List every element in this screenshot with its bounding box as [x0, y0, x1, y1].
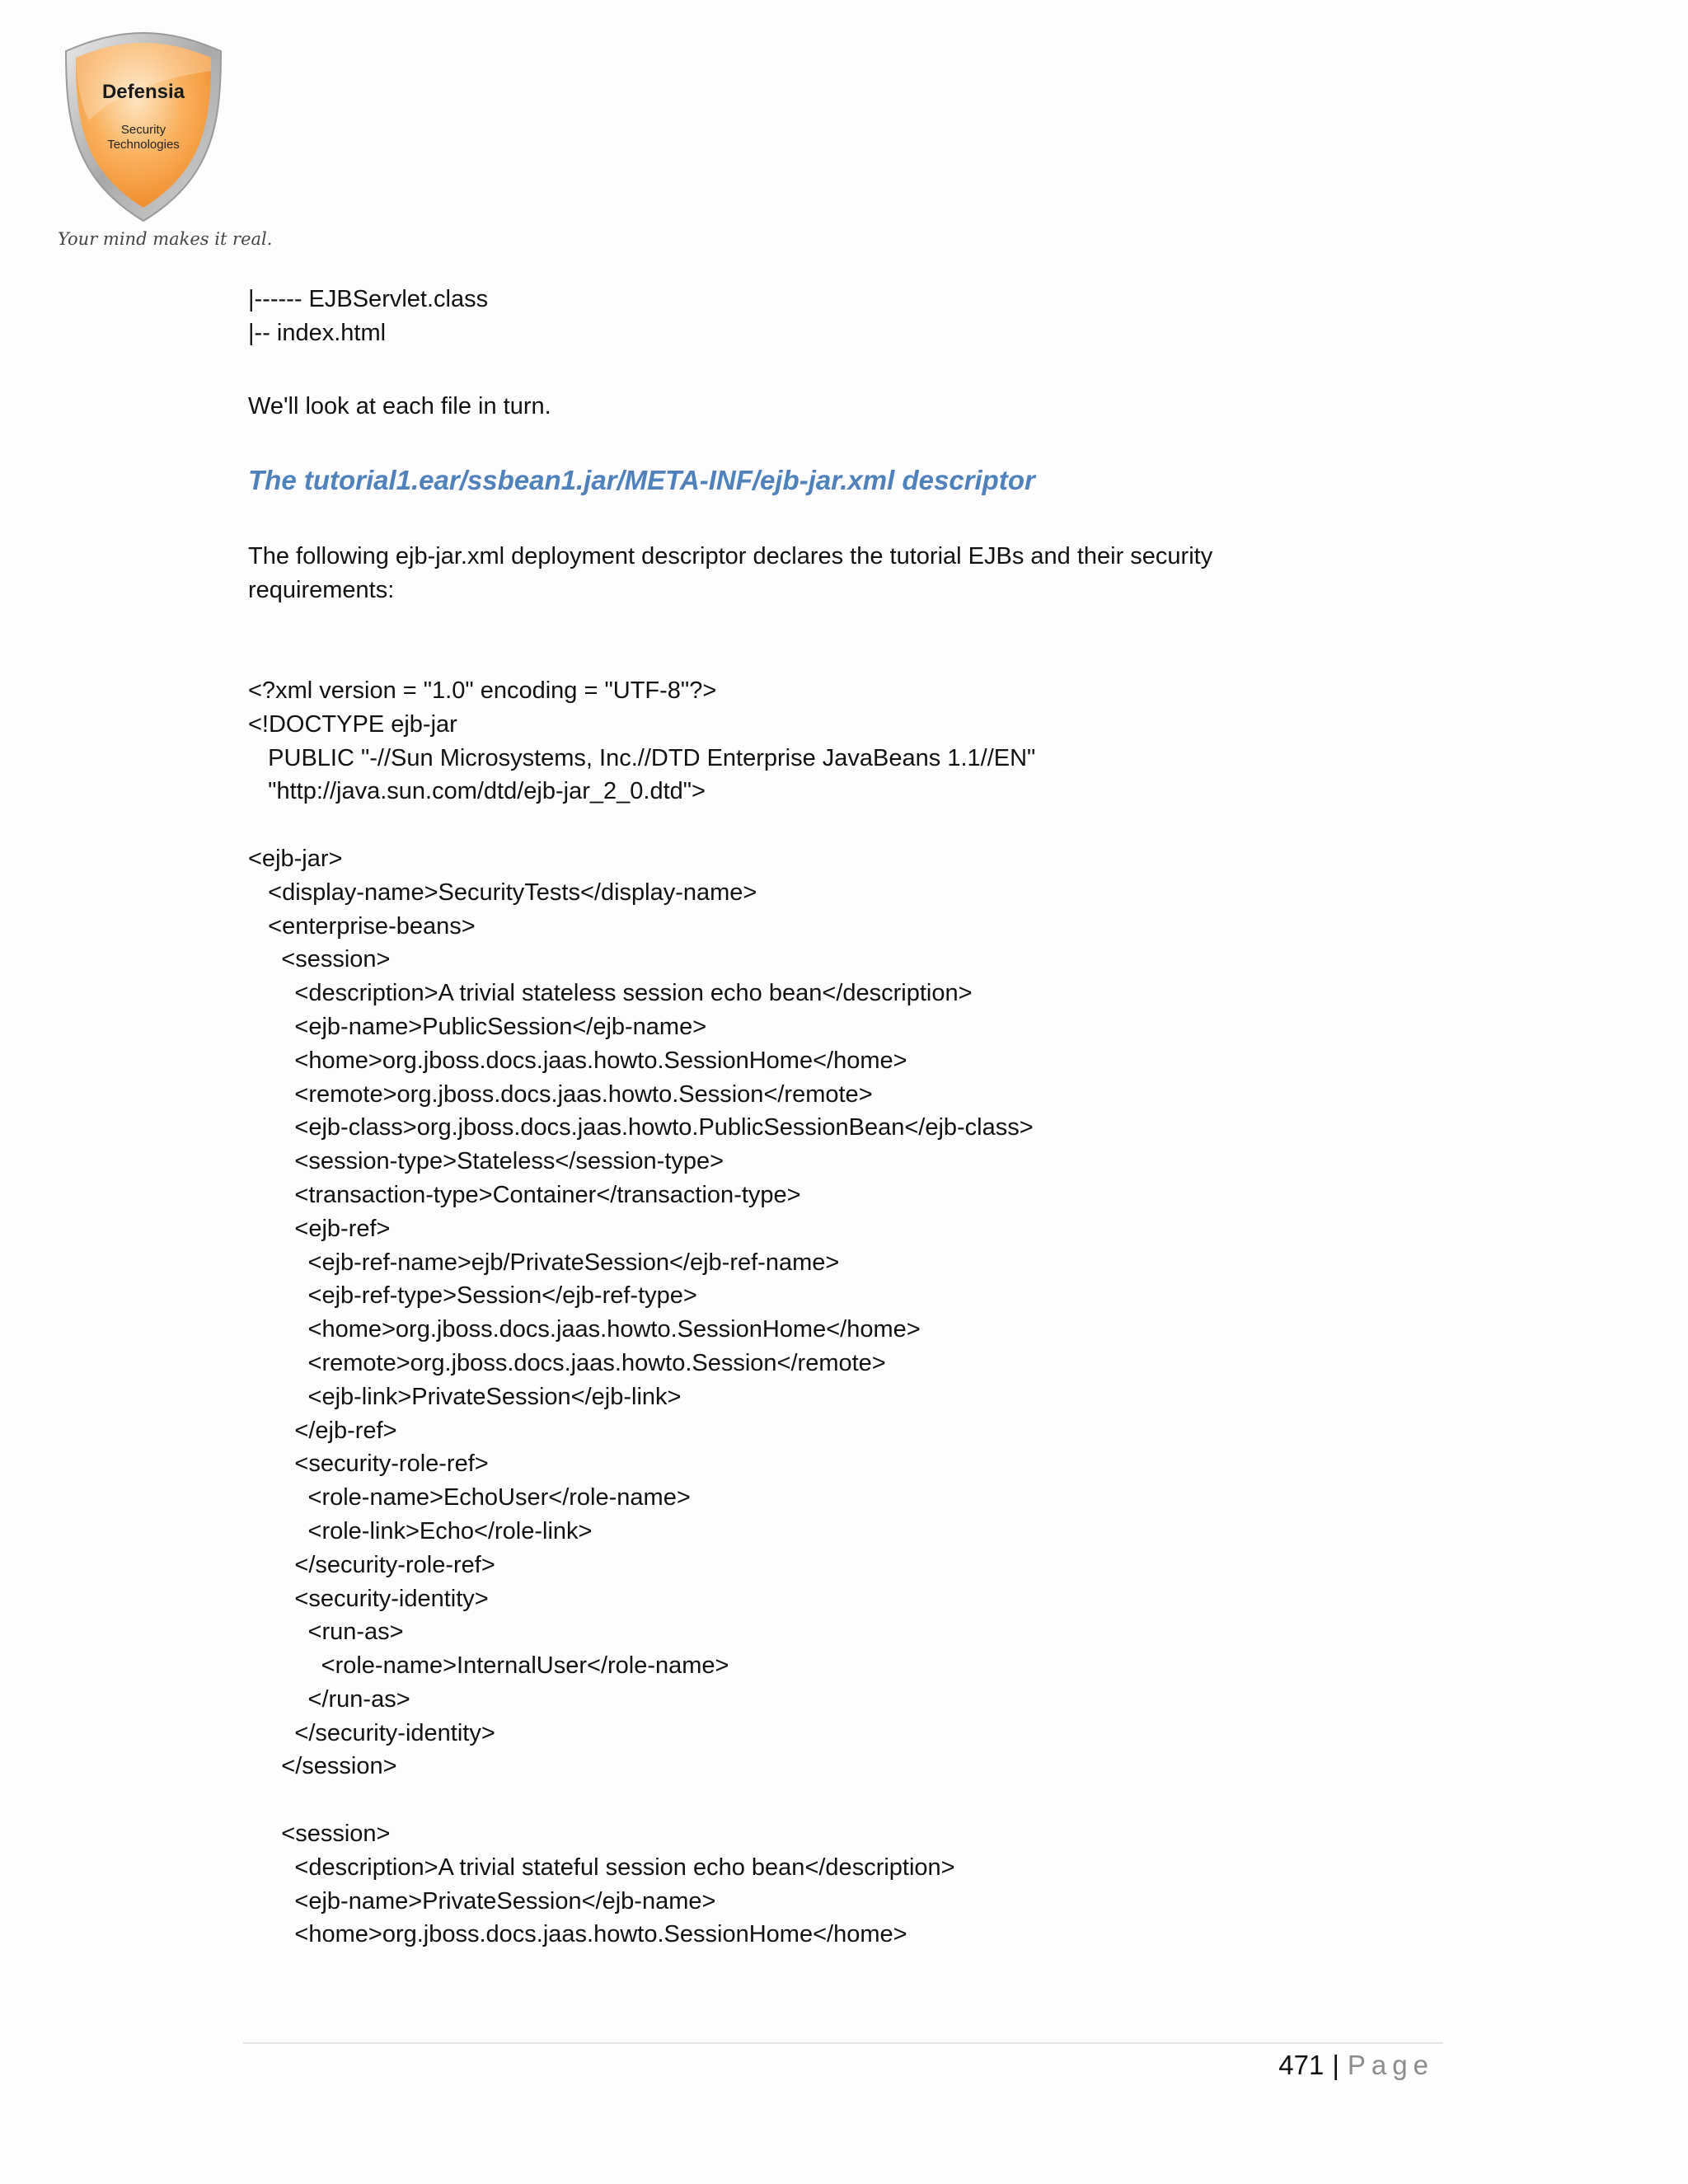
code-line: <session-type>Stateless</session-type> [248, 1148, 724, 1175]
page-content [248, 283, 1435, 1952]
code-line: <display-name>SecurityTests</display-name> [248, 879, 757, 906]
page-label: Page [1347, 2050, 1434, 2080]
code-line: <session> [248, 1821, 391, 1848]
code-line: </session> [248, 1753, 397, 1780]
file-tree [248, 283, 1435, 350]
footer-separator: | [1332, 2050, 1339, 2080]
code-line: <security-identity> [248, 1585, 489, 1612]
description-paragraph: The following ejb-jar.xml deployment descriptor declares the tutorial EJBs and their security requirements: [248, 543, 1213, 604]
code-line: PUBLIC "-//Sun Microsystems, Inc.//DTD Enterprise JavaBeans 1.1//EN" [248, 744, 1036, 771]
file-tree-line: |------ EJBServlet.class [248, 286, 489, 312]
logo-tagline: Your mind makes it real. [58, 229, 273, 249]
code-line: </security-role-ref> [248, 1551, 495, 1578]
code-line: <home>org.jboss.docs.jaas.howto.SessionHome</home> [248, 1921, 907, 1948]
code-line: <remote>org.jboss.docs.jaas.howto.Session</remote> [248, 1080, 873, 1108]
code-line: <ejb-ref-name>ejb/PrivateSession</ejb-ref-name> [248, 1249, 840, 1276]
code-line: <security-role-ref> [248, 1451, 489, 1478]
code-line: <role-name>EchoUser</role-name> [248, 1484, 691, 1511]
code-listing [248, 674, 1435, 1952]
code-line: <transaction-type>Container</transaction-type> [248, 1181, 801, 1208]
code-line: <home>org.jboss.docs.jaas.howto.SessionHome</home> [248, 1316, 921, 1343]
logo-subtitle-line1: Security [120, 123, 166, 137]
code-blank-line [248, 808, 1435, 842]
code-line: <?xml version = "1.0" encoding = "UTF-8"?> [248, 677, 717, 704]
code-line: </run-as> [248, 1685, 410, 1713]
code-line: <ejb-name>PublicSession</ejb-name> [248, 1013, 707, 1040]
page-number: 471 [1278, 2050, 1325, 2080]
code-line: <remote>org.jboss.docs.jaas.howto.Session</remote> [248, 1349, 886, 1376]
code-line: <enterprise-beans> [248, 912, 476, 940]
code-line: <run-as> [248, 1619, 404, 1646]
code-line: "http://java.sun.com/dtd/ejb-jar_2_0.dtd"> [248, 778, 706, 805]
code-line: </security-identity> [248, 1719, 495, 1746]
code-line: <session> [248, 946, 391, 973]
code-line: <ejb-link>PrivateSession</ejb-link> [248, 1383, 682, 1410]
logo-brand-name: Defensia [101, 81, 185, 103]
code-line: <ejb-name>PrivateSession</ejb-name> [248, 1887, 716, 1915]
code-line: <ejb-ref> [248, 1215, 391, 1242]
code-line: <role-name>InternalUser</role-name> [248, 1652, 729, 1680]
file-tree-line: |-- index.html [248, 319, 387, 346]
footer-divider [243, 2042, 1443, 2044]
code-line: <ejb-jar> [248, 845, 343, 872]
logo-subtitle-line2: Technologies [107, 138, 180, 152]
code-line: <ejb-class>org.jboss.docs.jaas.howto.PublicSessionBean</ejb-class> [248, 1114, 1034, 1141]
code-line: <description>A trivial stateful session echo bean</description> [248, 1854, 955, 1881]
company-logo [56, 30, 273, 257]
intro-paragraph: We'll look at each file in turn. [248, 392, 551, 419]
code-line: <role-link>Echo</role-link> [248, 1517, 593, 1544]
code-line: <ejb-ref-type>Session</ejb-ref-type> [248, 1282, 697, 1310]
code-line: <!DOCTYPE ejb-jar [248, 710, 457, 738]
code-line: </ejb-ref> [248, 1417, 397, 1444]
page-footer [1278, 2047, 1434, 2083]
code-line: <description>A trivial stateless session echo bean</description> [248, 980, 973, 1007]
code-line: <home>org.jboss.docs.jaas.howto.SessionHome</home> [248, 1047, 907, 1074]
section-heading: The tutorial1.ear/ssbean1.jar/META-INF/ejb-jar.xml descriptor [248, 465, 1035, 496]
code-blank-line [248, 1783, 1435, 1817]
